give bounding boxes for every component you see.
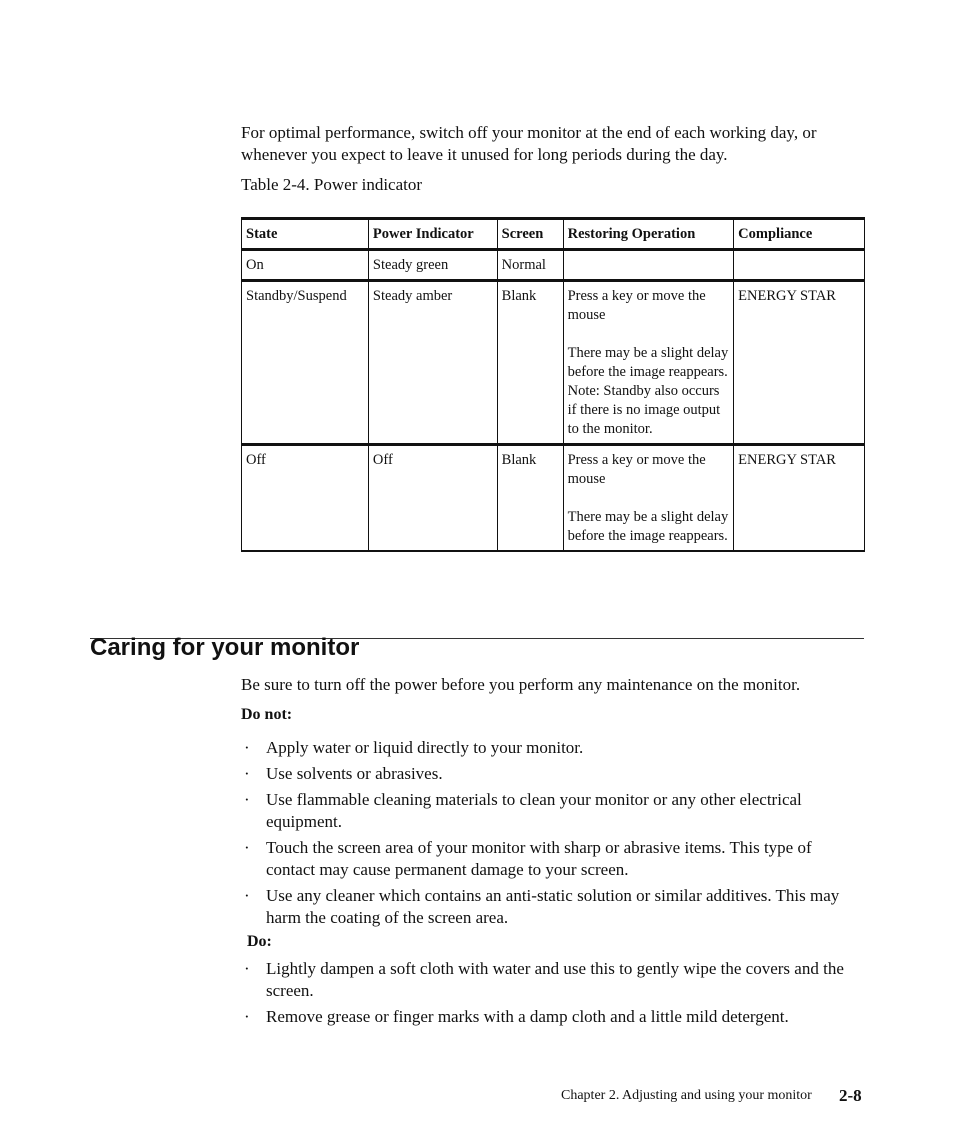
list-item: · Use flammable cleaning materials to clean your monitor or any other electrical equipment. (244, 790, 802, 831)
power-indicator-table (241, 217, 865, 552)
footer-chapter: Chapter 2. Adjusting and using your monitor (561, 1088, 812, 1103)
table-row (242, 445, 865, 552)
header-power-indicator: Power Indicator (368, 219, 497, 250)
bullet-icon: · (244, 886, 250, 905)
table-row (242, 250, 865, 281)
list-item: · Touch the screen area of your monitor with sharp or abrasive items. This type of contact may cause permanent damage to your screen. (244, 838, 812, 879)
header-state: State (242, 219, 369, 250)
list-item: · Use any cleaner which contains an anti-static solution or similar additives. This may harm the coating of the screen area. (244, 886, 840, 927)
restore-note: Note: Standby also occurs if there is no image output to the monitor. (567, 383, 721, 437)
do-label: Do: (247, 933, 272, 950)
restore-line: There may be a slight delay before the image reappears. (567, 509, 729, 544)
cell-restore (563, 250, 734, 281)
bullet-icon: · (244, 738, 250, 757)
list-item: · Apply water or liquid directly to your monitor. (244, 738, 584, 757)
cell-screen: Blank (497, 281, 563, 445)
cell-indicator: Off (368, 445, 497, 552)
cell-screen: Normal (497, 250, 563, 281)
list-item: · Use solvents or abrasives. (244, 764, 443, 783)
intro-paragraph: For optimal performance, switch off your monitor at the end of each working day, or whenever you expect to leave it unused for long periods during the day. (241, 123, 817, 164)
do-not-label: Do not: (241, 706, 293, 723)
restore-line: Press a key or move the mouse (567, 288, 706, 323)
do-list (241, 958, 861, 1032)
section-intro: Be sure to turn off the power before you perform any maintenance on the monitor. (241, 675, 801, 694)
do-not-list (241, 737, 861, 933)
cell-state: On (242, 250, 369, 281)
cell-restore (563, 445, 734, 552)
bullet-icon: · (244, 838, 250, 857)
list-item: · Remove grease or finger marks with a damp cloth and a little mild detergent. (244, 1007, 789, 1026)
cell-restore (563, 281, 734, 445)
bullet-icon: · (244, 790, 250, 809)
header-compliance: Compliance (734, 219, 865, 250)
header-restoring-operation: Restoring Operation (563, 219, 734, 250)
page-number: 2-8 (839, 1086, 862, 1105)
cell-screen: Blank (497, 445, 563, 552)
bullet-icon: · (244, 1007, 250, 1026)
cell-compliance: ENERGY STAR (734, 281, 865, 445)
table-row (242, 281, 865, 445)
restore-line: Press a key or move the mouse (567, 452, 706, 487)
table-header-row (242, 219, 865, 250)
restore-line: There may be a slight delay before the image reappears. (567, 345, 729, 380)
cell-compliance: ENERGY STAR (734, 445, 865, 552)
header-screen: Screen (497, 219, 563, 250)
bullet-icon: · (244, 959, 250, 978)
cell-indicator: Steady green (368, 250, 497, 281)
cell-compliance (734, 250, 865, 281)
list-item: · Lightly dampen a soft cloth with water and use this to gently wipe the covers and the screen. (244, 959, 844, 1000)
cell-state: Standby/Suspend (242, 281, 369, 445)
cell-indicator: Steady amber (368, 281, 497, 445)
section-heading: Caring for your monitor (90, 634, 360, 661)
bullet-icon: · (244, 764, 250, 783)
table-caption: Table 2-4. Power indicator (241, 175, 423, 194)
cell-state: Off (242, 445, 369, 552)
